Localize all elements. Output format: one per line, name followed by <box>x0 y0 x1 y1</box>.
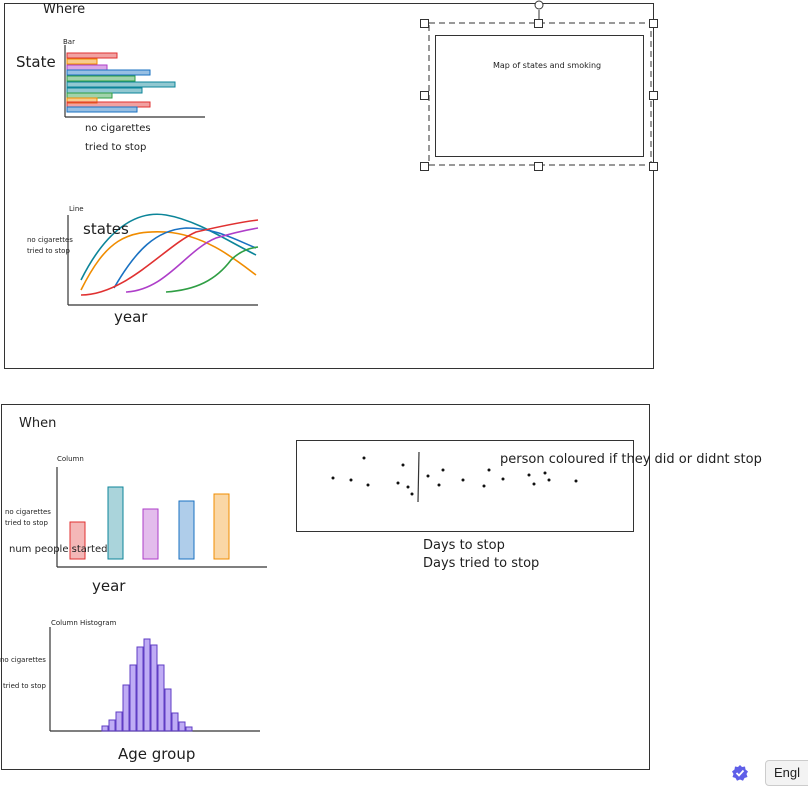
scatter-label-1: Days to stop <box>423 538 505 553</box>
map-box[interactable] <box>435 35 644 157</box>
histogram <box>48 625 263 737</box>
scatter-point <box>488 469 491 472</box>
histogram-y-label-2: tried to stop <box>3 682 46 690</box>
bar-chart-axis-label: State <box>16 53 56 71</box>
resize-handle-bl[interactable] <box>420 162 429 171</box>
hist-bar-12 <box>179 722 185 731</box>
line-chart-y-label-2: tried to stop <box>27 247 70 255</box>
line-chart-series-label: states <box>83 220 129 238</box>
bar-4 <box>67 70 150 75</box>
column-chart-note: num people started <box>9 544 108 555</box>
where-title: Where <box>43 2 86 17</box>
scatter-point <box>411 493 414 496</box>
column-chart-small-label: Column <box>57 455 84 463</box>
bar-chart <box>60 45 210 125</box>
hist-bar-7 <box>144 639 150 731</box>
scatter-point <box>363 457 366 460</box>
bar-2 <box>67 59 97 64</box>
column-2 <box>108 487 123 559</box>
resize-handle-mr[interactable] <box>649 91 658 100</box>
bar-chart-small-label: Bar <box>63 38 75 46</box>
hist-bar-9 <box>158 665 164 731</box>
line-series-green <box>166 247 258 292</box>
bar-3 <box>67 65 107 70</box>
scatter-point <box>350 479 353 482</box>
resize-handle-tr[interactable] <box>649 19 658 28</box>
bar-1 <box>67 53 117 58</box>
verified-check-icon <box>731 764 749 782</box>
hist-bar-13 <box>186 727 192 731</box>
when-title: When <box>19 416 57 431</box>
scatter-point <box>483 485 486 488</box>
scatter-point <box>528 474 531 477</box>
scatter-label-2: Days tried to stop <box>423 556 540 571</box>
rotate-handle <box>535 1 543 9</box>
line-chart-small-label: Line <box>69 205 84 213</box>
bar-5 <box>67 76 135 81</box>
hist-bar-10 <box>165 689 171 731</box>
map-box-label: Map of states and smoking <box>493 61 602 70</box>
hist-bar-5 <box>130 665 136 731</box>
scatter-point <box>427 475 430 478</box>
scatter-point <box>442 469 445 472</box>
resize-handle-ml[interactable] <box>420 91 429 100</box>
scatter-point <box>402 464 405 467</box>
resize-handle-br[interactable] <box>649 162 658 171</box>
column-4 <box>179 501 194 559</box>
scatter-point <box>462 479 465 482</box>
histogram-y-label-1: no cigarettes <box>0 656 46 664</box>
resize-handle-bm[interactable] <box>534 162 543 171</box>
hist-bar-3 <box>116 712 122 731</box>
language-button[interactable]: Engl <box>765 760 808 786</box>
column-chart <box>55 462 270 572</box>
resize-handle-tl[interactable] <box>420 19 429 28</box>
hist-bar-6 <box>137 647 143 731</box>
scatter-point <box>502 478 505 481</box>
line-chart-x-label: year <box>114 308 148 326</box>
scatter-point <box>575 480 578 483</box>
hist-bar-2 <box>109 720 115 731</box>
column-3 <box>143 509 158 559</box>
bar-6 <box>67 82 175 87</box>
bar-chart-note-2: tried to stop <box>85 142 147 153</box>
hist-bar-4 <box>123 685 129 731</box>
bar-8 <box>67 93 112 98</box>
scatter-divider <box>418 452 419 502</box>
bar-chart-note-1: no cigarettes <box>85 123 151 134</box>
hist-bar-1 <box>102 726 108 731</box>
resize-handle-tm[interactable] <box>534 19 543 28</box>
line-chart-y-label-1: no cigarettes <box>27 236 73 244</box>
hist-bar-11 <box>172 713 178 731</box>
scatter-point <box>332 477 335 480</box>
scatter-point <box>548 479 551 482</box>
scatter-point <box>407 486 410 489</box>
bar-11 <box>67 107 137 112</box>
scatter-note: person coloured if they did or didnt stop <box>500 452 762 467</box>
column-chart-x-label: year <box>92 577 126 595</box>
line-series-blue <box>114 228 256 288</box>
bar-10 <box>67 102 150 107</box>
column-5 <box>214 494 229 559</box>
bar-7 <box>67 88 142 93</box>
scatter-point <box>367 484 370 487</box>
histogram-x-label: Age group <box>118 745 196 763</box>
scatter-point <box>397 482 400 485</box>
column-chart-y-label-1: no cigarettes <box>5 508 51 516</box>
scatter-point <box>533 483 536 486</box>
histogram-small-label: Column Histogram <box>51 619 117 627</box>
scatter-point <box>544 472 547 475</box>
hist-bar-8 <box>151 645 157 731</box>
scatter-point <box>438 484 441 487</box>
column-chart-y-label-2: tried to stop <box>5 519 48 527</box>
